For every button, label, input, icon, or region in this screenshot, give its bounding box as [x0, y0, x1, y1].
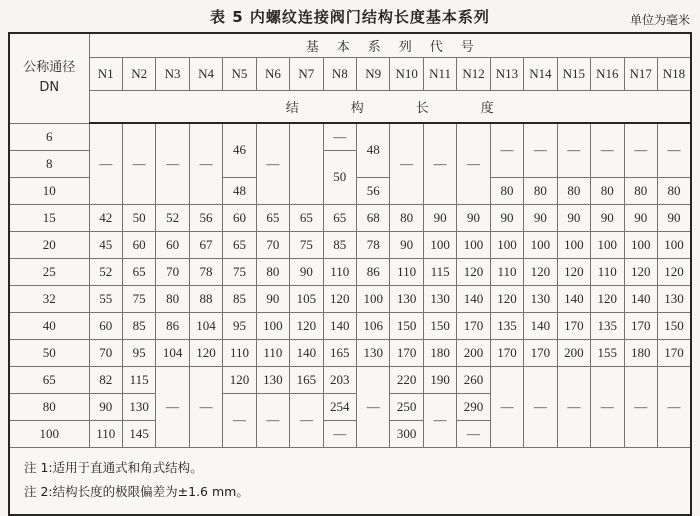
value-cell: 80	[624, 177, 657, 204]
value-cell: 78	[357, 231, 390, 258]
column-header-n6: N6	[256, 57, 289, 90]
value-cell: 80	[557, 177, 590, 204]
value-cell: —	[524, 366, 557, 447]
value-cell: 100	[423, 231, 456, 258]
value-cell: 75	[223, 258, 256, 285]
table-row-dn-15	[9, 204, 691, 231]
series-code-row	[9, 33, 691, 57]
value-cell: —	[457, 123, 490, 204]
value-cell: 86	[357, 258, 390, 285]
value-cell: 100	[657, 231, 691, 258]
value-cell: —	[591, 366, 624, 447]
value-cell: 170	[524, 339, 557, 366]
value-cell: 170	[490, 339, 523, 366]
value-cell: 75	[290, 231, 323, 258]
value-cell: 90	[256, 285, 289, 312]
value-cell: 170	[557, 312, 590, 339]
value-cell: 85	[122, 312, 155, 339]
column-header-n4: N4	[189, 57, 222, 90]
column-header-n14: N14	[524, 57, 557, 90]
value-cell: 100	[457, 231, 490, 258]
value-cell: 120	[490, 285, 523, 312]
column-header-n12: N12	[457, 57, 490, 90]
value-cell: 110	[89, 420, 122, 447]
value-cell: 200	[557, 339, 590, 366]
column-header-n16: N16	[591, 57, 624, 90]
column-header-n15: N15	[557, 57, 590, 90]
value-cell: 75	[122, 285, 155, 312]
value-cell: —	[189, 123, 222, 204]
value-cell: 88	[189, 285, 222, 312]
value-cell: 100	[624, 231, 657, 258]
value-cell: 65	[122, 258, 155, 285]
dn-cell: 80	[9, 393, 89, 420]
title-bar	[8, 6, 692, 32]
value-cell: 100	[490, 231, 523, 258]
value-cell: 115	[122, 366, 155, 393]
dn-cell: 10	[9, 177, 89, 204]
value-cell: —	[490, 123, 523, 177]
value-cell: 90	[624, 204, 657, 231]
value-cell: 86	[156, 312, 189, 339]
value-cell: 46	[223, 123, 256, 177]
value-cell: 50	[323, 150, 356, 204]
value-cell: —	[156, 366, 189, 447]
value-cell: —	[89, 123, 122, 204]
dn-cell: 25	[9, 258, 89, 285]
column-header-n13: N13	[490, 57, 523, 90]
value-cell: —	[457, 420, 490, 447]
value-cell: —	[290, 393, 323, 447]
value-cell: 250	[390, 393, 423, 420]
value-cell: 120	[189, 339, 222, 366]
value-cell: 70	[256, 231, 289, 258]
table-row-dn-40	[9, 312, 691, 339]
value-cell: 110	[256, 339, 289, 366]
value-cell: —	[490, 366, 523, 447]
value-cell: 100	[524, 231, 557, 258]
value-cell: 52	[156, 204, 189, 231]
value-cell: 60	[156, 231, 189, 258]
value-cell: —	[557, 366, 590, 447]
dn-cell: 6	[9, 123, 89, 150]
value-cell: 48	[223, 177, 256, 204]
value-cell: 90	[290, 258, 323, 285]
value-cell: 120	[557, 258, 590, 285]
table-header	[9, 33, 691, 123]
value-cell: —	[189, 366, 222, 447]
dn-cell: 32	[9, 285, 89, 312]
value-cell: 60	[122, 231, 155, 258]
column-header-n2: N2	[122, 57, 155, 90]
value-cell: 140	[323, 312, 356, 339]
notes-row	[9, 447, 691, 515]
table-row-dn-50	[9, 339, 691, 366]
value-cell: 50	[122, 204, 155, 231]
value-cell: 90	[657, 204, 691, 231]
value-cell: 120	[624, 258, 657, 285]
dn-cell: 50	[9, 339, 89, 366]
value-cell: —	[657, 123, 691, 177]
column-header-n8: N8	[323, 57, 356, 90]
unit-note: 单位为毫米	[629, 13, 690, 27]
value-cell: 80	[657, 177, 691, 204]
value-cell: 150	[390, 312, 423, 339]
dn-cell: 20	[9, 231, 89, 258]
value-cell: 165	[323, 339, 356, 366]
value-cell: 130	[256, 366, 289, 393]
value-cell: 67	[189, 231, 222, 258]
value-cell: 140	[457, 285, 490, 312]
value-cell: 130	[390, 285, 423, 312]
value-cell: 140	[624, 285, 657, 312]
value-cell: 60	[89, 312, 122, 339]
value-cell: 90	[490, 204, 523, 231]
value-cell: —	[624, 123, 657, 177]
value-cell: 130	[524, 285, 557, 312]
note-1: 注 1:适用于直通式和角式结构。	[24, 459, 203, 475]
value-cell: 180	[423, 339, 456, 366]
value-cell: 65	[256, 204, 289, 231]
value-cell: 45	[89, 231, 122, 258]
corner-header-line1: 公称通径	[23, 60, 76, 76]
dn-cell: 40	[9, 312, 89, 339]
value-cell: 100	[357, 285, 390, 312]
value-cell: 104	[189, 312, 222, 339]
value-cell: 60	[223, 204, 256, 231]
value-cell: —	[423, 123, 456, 204]
value-cell: 110	[390, 258, 423, 285]
value-cell: 150	[423, 312, 456, 339]
value-cell: 100	[557, 231, 590, 258]
code-header-row	[9, 57, 691, 90]
value-cell: 170	[624, 312, 657, 339]
value-cell: —	[390, 123, 423, 204]
value-cell: 135	[591, 312, 624, 339]
value-cell: 100	[256, 312, 289, 339]
value-cell: 104	[156, 339, 189, 366]
value-cell: 120	[323, 285, 356, 312]
length-header-row	[9, 90, 691, 123]
value-cell: 100	[591, 231, 624, 258]
value-cell: —	[256, 123, 289, 204]
value-cell: 80	[591, 177, 624, 204]
value-cell: 70	[156, 258, 189, 285]
value-cell: 78	[189, 258, 222, 285]
value-cell: 52	[89, 258, 122, 285]
value-cell: 80	[524, 177, 557, 204]
value-cell: 85	[323, 231, 356, 258]
column-header-n9: N9	[357, 57, 390, 90]
value-cell: —	[524, 123, 557, 177]
value-cell: 90	[557, 204, 590, 231]
value-cell: 120	[223, 366, 256, 393]
value-cell: 165	[290, 366, 323, 393]
column-header-n11: N11	[423, 57, 456, 90]
value-cell: 56	[189, 204, 222, 231]
value-cell: —	[122, 123, 155, 204]
value-cell: 110	[223, 339, 256, 366]
value-cell: 106	[357, 312, 390, 339]
value-cell: 42	[89, 204, 122, 231]
value-cell: 80	[156, 285, 189, 312]
value-cell: 65	[323, 204, 356, 231]
value-cell: 80	[490, 177, 523, 204]
series-length-table	[8, 32, 692, 516]
value-cell: 140	[524, 312, 557, 339]
value-cell: 90	[390, 231, 423, 258]
value-cell: 130	[423, 285, 456, 312]
value-cell: 65	[223, 231, 256, 258]
value-cell: 95	[122, 339, 155, 366]
dn-cell: 65	[9, 366, 89, 393]
value-cell: 55	[89, 285, 122, 312]
series-table-body	[9, 123, 691, 447]
value-cell: 140	[557, 285, 590, 312]
table-title: 表 5 内螺纹连接阀门结构长度基本系列	[210, 8, 490, 26]
value-cell: —	[323, 123, 356, 150]
value-cell: 80	[390, 204, 423, 231]
note-2: 注 2:结构长度的极限偏差为±1.6 mm。	[24, 483, 249, 499]
value-cell: —	[557, 123, 590, 177]
dn-cell: 100	[9, 420, 89, 447]
value-cell: 130	[122, 393, 155, 420]
value-cell: 110	[490, 258, 523, 285]
value-cell: 90	[524, 204, 557, 231]
value-cell: 85	[223, 285, 256, 312]
table-row-dn-6	[9, 123, 691, 150]
series-code-header: 基本系列代号	[89, 33, 691, 57]
value-cell: 70	[89, 339, 122, 366]
value-cell: 203	[323, 366, 356, 393]
value-cell: 170	[390, 339, 423, 366]
value-cell: 260	[457, 366, 490, 393]
value-cell: 90	[591, 204, 624, 231]
notes-cell	[9, 447, 691, 515]
value-cell: 145	[122, 420, 155, 447]
value-cell: 48	[357, 123, 390, 177]
column-header-n17: N17	[624, 57, 657, 90]
value-cell: —	[357, 366, 390, 447]
value-cell: 120	[657, 258, 691, 285]
column-header-n1: N1	[89, 57, 122, 90]
value-cell: 300	[390, 420, 423, 447]
value-cell: 115	[423, 258, 456, 285]
column-header-n18: N18	[657, 57, 691, 90]
value-cell: 110	[323, 258, 356, 285]
value-cell: 90	[423, 204, 456, 231]
corner-header	[9, 33, 89, 123]
value-cell: 68	[357, 204, 390, 231]
table-row-dn-25	[9, 258, 691, 285]
value-cell: —	[223, 393, 256, 447]
value-cell: —	[423, 393, 456, 447]
value-cell	[290, 123, 323, 204]
table-row-dn-65	[9, 366, 691, 393]
value-cell: 90	[457, 204, 490, 231]
value-cell: 105	[290, 285, 323, 312]
value-cell: —	[156, 123, 189, 204]
value-cell: 56	[357, 177, 390, 204]
value-cell: 220	[390, 366, 423, 393]
value-cell: 80	[256, 258, 289, 285]
value-cell: 120	[524, 258, 557, 285]
corner-header-line2: DN	[39, 80, 60, 96]
value-cell: 82	[89, 366, 122, 393]
value-cell: 200	[457, 339, 490, 366]
value-cell: 150	[657, 312, 691, 339]
value-cell: 190	[423, 366, 456, 393]
column-header-n10: N10	[390, 57, 423, 90]
value-cell: 130	[357, 339, 390, 366]
value-cell: 180	[624, 339, 657, 366]
dn-cell: 8	[9, 150, 89, 177]
length-header: 结构长度	[89, 90, 691, 123]
column-header-n3: N3	[156, 57, 189, 90]
value-cell: 65	[290, 204, 323, 231]
dn-cell: 15	[9, 204, 89, 231]
value-cell: 95	[223, 312, 256, 339]
value-cell: 170	[657, 339, 691, 366]
column-header-n7: N7	[290, 57, 323, 90]
value-cell: —	[624, 366, 657, 447]
value-cell: 170	[457, 312, 490, 339]
value-cell: 290	[457, 393, 490, 420]
table-footer	[9, 447, 691, 515]
value-cell: 90	[89, 393, 122, 420]
value-cell: 120	[457, 258, 490, 285]
column-header-n5: N5	[223, 57, 256, 90]
value-cell: —	[657, 366, 691, 447]
value-cell: 110	[591, 258, 624, 285]
table-row-dn-20	[9, 231, 691, 258]
value-cell: 130	[657, 285, 691, 312]
value-cell: 254	[323, 393, 356, 420]
table-row-dn-32	[9, 285, 691, 312]
value-cell: —	[591, 123, 624, 177]
value-cell: 120	[591, 285, 624, 312]
value-cell: —	[256, 393, 289, 447]
value-cell: —	[323, 420, 356, 447]
value-cell: 140	[290, 339, 323, 366]
value-cell: 155	[591, 339, 624, 366]
value-cell: 120	[290, 312, 323, 339]
value-cell: 135	[490, 312, 523, 339]
